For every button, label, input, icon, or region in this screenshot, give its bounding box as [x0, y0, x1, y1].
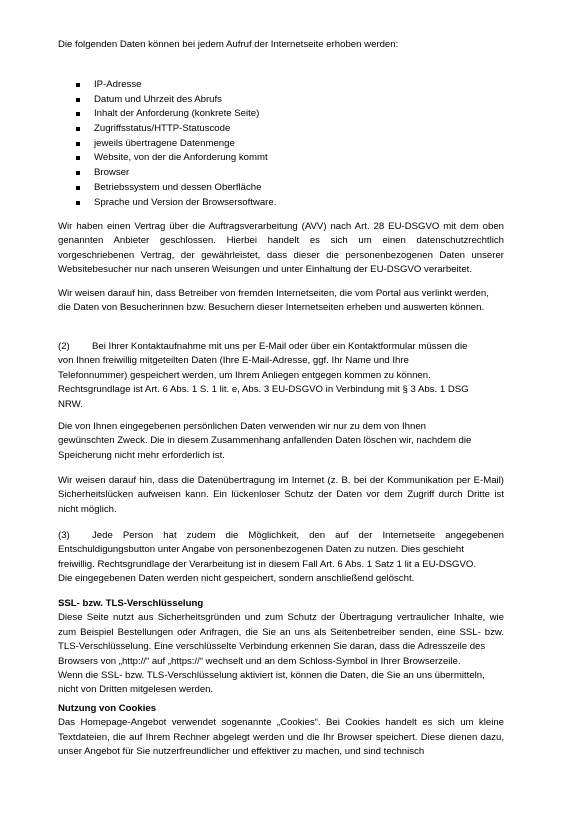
external-links-paragraph: Wir weisen darauf hin, dass Betreiber von fremden Internetseiten, die vom Portal aus verlinkt werden, die Daten von Besucherinnen bzw. Besuchern dieser Internetseiten erheben und auswerten können.	[58, 288, 489, 314]
security-paragraph: Wir weisen darauf hin, dass die Datenübertragung im Internet (z. B. bei der Kommunikation per E-Mail) Sicherheitslücken aufweisen kann. Ein lückenloser Schutz der Daten vor dem Zugriff durch Dritte ist nicht möglich.	[58, 475, 504, 515]
list-item: Browser	[76, 166, 276, 181]
list-item: Datum und Uhrzeit des Abrufs	[76, 93, 276, 108]
list-item: Website, von der die Anforderung kommt	[76, 151, 276, 166]
bullet-square-icon	[76, 171, 80, 175]
bullet-square-icon	[76, 156, 80, 160]
ssl-paragraph: Diese Seite nutzt aus Sicherheitsgründen und zum Schutz der Übertragung vertraulicher Inhalte, wie zum Beispiel Bestellungen oder Anfragen, die Sie an uns als Seitenbetreiber senden, eine SSL- bzw. TLS-Verschlüsselung. Eine verschlüsselte Verbindung erkennen Sie daran, dass die Adresszeile des	[58, 612, 504, 653]
bullet-square-icon	[76, 201, 80, 205]
list-item: Zugriffsstatus/HTTP-Statuscode	[76, 122, 276, 137]
apology-button-section: (3) Jede Person hat zudem die Möglichkeit, den auf der Internetseite angegebenen Entschuldigungsbutton unter Angabe von personenbezogenen Daten zu nutzen. Dies geschieht freiwillig. Rechtsgrundlage der Verarbeitung ist in diesem Fall Art. 6 Abs. 1 Satz 1 lit a EU-DSGVO. Die eingegebenen Daten werden nicht gespeichert, sondern anschließend gelöscht.	[58, 530, 504, 585]
bullet-square-icon	[76, 83, 80, 87]
bullet-square-icon	[76, 186, 80, 190]
cookies-heading: Nutzung von Cookies	[58, 703, 157, 714]
bullet-square-icon	[76, 142, 80, 146]
list-item: jeweils übertragene Datenmenge	[76, 137, 276, 152]
cookies-paragraph: Das Homepage-Angebot verwendet sogenannte „Cookies“. Bei Cookies handelt es sich um kleine Textdateien, die auf Ihrem Rechner abgelegt werden und die Ihr Browser speichert. Diese dienen dazu, unser Angebot für Sie nutzerfreundlicher und effektiver zu machen, und sind technisch	[58, 717, 504, 758]
list-item: Sprache und Version der Browsersoftware.	[76, 196, 276, 211]
contact-section: (2) Bei Ihrer Kontaktaufnahme mit uns per E-Mail oder über ein Kontaktformular müssen die von Ihnen freiwillig mitgeteilten Daten (Ihre E-Mail-Adresse, ggf. Ihr Name und Ihre Telefonnummer) gespeichert werden, um Ihrem Anliegen entgegen kommen zu können. Rechtsgrundlage ist Art. 6 Abs. 1 S. 1 lit. e, Abs. 3 EU-DSGVO in Verbindung mit § 3 Abs. 1 DSG NRW.	[58, 341, 469, 410]
bullet-square-icon	[76, 112, 80, 116]
section-number: (3)	[58, 530, 70, 541]
list-item: Inhalt der Anforderung (konkrete Seite)	[76, 107, 276, 122]
list-item: Betriebssystem und dessen Oberfläche	[76, 181, 276, 196]
bullet-square-icon	[76, 127, 80, 131]
section-number: (2)	[58, 341, 70, 352]
avv-paragraph: Wir haben einen Vertrag über die Auftragsverarbeitung (AVV) nach Art. 28 EU-DSGVO mit dem oben genannten Anbieter geschlossen. Hierbei handelt es sich um einen datenschutzrechtlich vorgeschriebenen Vertrag, der gewährleistet, dass dieser die personenbezogenen Daten unserer Websitebesucher nur nach unseren Weisungen und unter Einhaltung der EU-DSGVO verarbeitet.	[58, 221, 504, 276]
collected-data-list	[76, 78, 276, 210]
ssl-heading: SSL- bzw. TLS-Verschlüsselung	[58, 598, 204, 609]
bullet-square-icon	[76, 98, 80, 102]
purpose-paragraph: Die von Ihnen eingegebenen persönlichen Daten verwenden wir nur zu dem von Ihnen gewünschten Zweck. Die in diesem Zusammenhang anfallenden Daten löschen wir, nachdem die Speicherung nicht mehr erforderlich ist.	[58, 421, 472, 461]
list-item: IP-Adresse	[76, 78, 276, 93]
ssl-section: SSL- bzw. TLS-Verschlüsselung Diese Seite nutzt aus Sicherheitsgründen und zum Schutz der Übertragung vertraulicher Inhalte, wie zum Beispiel Bestellungen oder Anfragen, die Sie an uns als Seitenbetreiber senden, eine SSL- bzw. TLS-Verschlüsselung. Eine verschlüsselte Verbindung erkennen Sie daran, dass die Adresszeile des Browsers von „http://“ auf „https://“ wechselt und an dem Schloss-Symbol in Ihrer Browserzeile. Wenn die SSL- bzw. TLS-Verschlüsselung aktiviert ist, können die Daten, die Sie an uns übermitteln, nicht von Dritten mitgelesen werden.	[58, 598, 504, 696]
cookies-section	[58, 702, 504, 760]
intro-paragraph: Die folgenden Daten können bei jedem Aufruf der Internetseite erhoben werden:	[58, 39, 399, 50]
